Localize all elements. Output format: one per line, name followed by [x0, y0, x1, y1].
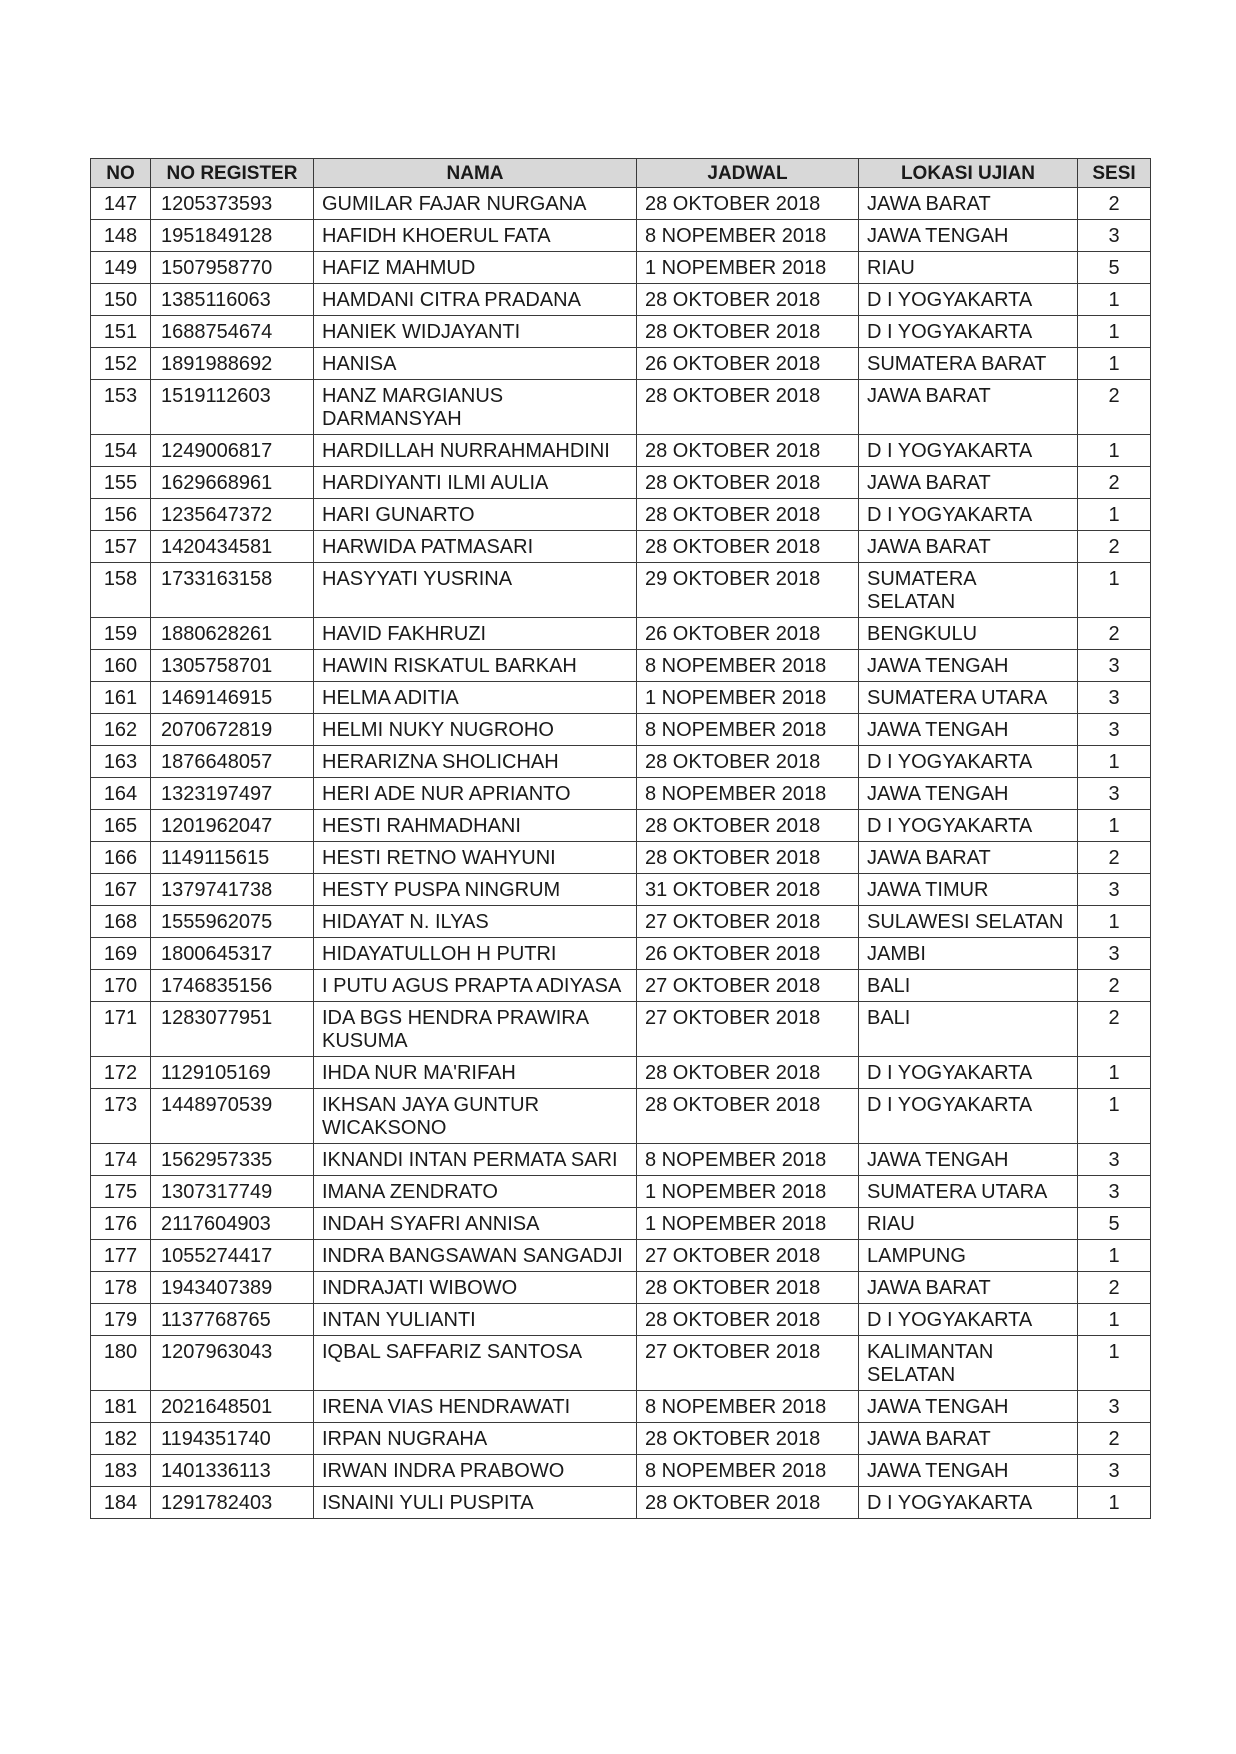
- cell-lokasi-ujian: JAWA TIMUR: [859, 874, 1078, 906]
- cell-lokasi-ujian: D I YOGYAKARTA: [859, 1487, 1078, 1519]
- cell-no-register: 1519112603: [151, 380, 314, 435]
- table-row: [91, 938, 1151, 970]
- cell-no: 180: [91, 1336, 151, 1391]
- cell-jadwal: 26 OKTOBER 2018: [637, 938, 859, 970]
- cell-lokasi-ujian: SUMATERA BARAT: [859, 348, 1078, 380]
- cell-lokasi-ujian: BALI: [859, 1002, 1078, 1057]
- cell-nama: HELMI NUKY NUGROHO: [314, 714, 637, 746]
- cell-nama: HANISA: [314, 348, 637, 380]
- cell-nama: ISNAINI YULI PUSPITA: [314, 1487, 637, 1519]
- cell-no: 154: [91, 435, 151, 467]
- cell-lokasi-ujian: KALIMANTAN SELATAN: [859, 1336, 1078, 1391]
- cell-nama: IDA BGS HENDRA PRAWIRA KUSUMA: [314, 1002, 637, 1057]
- cell-no: 155: [91, 467, 151, 499]
- cell-nama: I PUTU AGUS PRAPTA ADIYASA: [314, 970, 637, 1002]
- cell-jadwal: 29 OKTOBER 2018: [637, 563, 859, 618]
- table-row: [91, 682, 1151, 714]
- cell-nama: IRWAN INDRA PRABOWO: [314, 1455, 637, 1487]
- cell-nama: HAFIDH KHOERUL FATA: [314, 220, 637, 252]
- cell-no: 151: [91, 316, 151, 348]
- cell-no: 163: [91, 746, 151, 778]
- cell-lokasi-ujian: RIAU: [859, 252, 1078, 284]
- cell-no: 150: [91, 284, 151, 316]
- table-row: [91, 1487, 1151, 1519]
- cell-lokasi-ujian: JAMBI: [859, 938, 1078, 970]
- cell-jadwal: 28 OKTOBER 2018: [637, 842, 859, 874]
- cell-nama: HAMDANI CITRA PRADANA: [314, 284, 637, 316]
- cell-jadwal: 28 OKTOBER 2018: [637, 316, 859, 348]
- cell-lokasi-ujian: JAWA BARAT: [859, 1272, 1078, 1304]
- cell-no: 182: [91, 1423, 151, 1455]
- cell-no: 172: [91, 1057, 151, 1089]
- table-row: [91, 188, 1151, 220]
- cell-nama: HERARIZNA SHOLICHAH: [314, 746, 637, 778]
- table-row: [91, 1208, 1151, 1240]
- cell-no: 175: [91, 1176, 151, 1208]
- cell-jadwal: 27 OKTOBER 2018: [637, 1336, 859, 1391]
- header-no-register: NO REGISTER: [151, 159, 314, 188]
- cell-lokasi-ujian: JAWA TENGAH: [859, 1455, 1078, 1487]
- cell-jadwal: 1 NOPEMBER 2018: [637, 252, 859, 284]
- cell-jadwal: 1 NOPEMBER 2018: [637, 1208, 859, 1240]
- cell-jadwal: 28 OKTOBER 2018: [637, 499, 859, 531]
- cell-jadwal: 28 OKTOBER 2018: [637, 467, 859, 499]
- cell-no-register: 1307317749: [151, 1176, 314, 1208]
- cell-lokasi-ujian: JAWA BARAT: [859, 380, 1078, 435]
- cell-no: 171: [91, 1002, 151, 1057]
- cell-no-register: 1688754674: [151, 316, 314, 348]
- cell-no: 170: [91, 970, 151, 1002]
- cell-no: 179: [91, 1304, 151, 1336]
- cell-jadwal: 1 NOPEMBER 2018: [637, 682, 859, 714]
- cell-sesi: 2: [1078, 618, 1151, 650]
- cell-no-register: 1235647372: [151, 499, 314, 531]
- cell-no: 173: [91, 1089, 151, 1144]
- cell-no-register: 1283077951: [151, 1002, 314, 1057]
- cell-sesi: 1: [1078, 1304, 1151, 1336]
- participant-table: [90, 158, 1151, 1519]
- cell-no-register: 1205373593: [151, 188, 314, 220]
- cell-nama: HERI ADE NUR APRIANTO: [314, 778, 637, 810]
- cell-nama: IKNANDI INTAN PERMATA SARI: [314, 1144, 637, 1176]
- cell-sesi: 1: [1078, 1240, 1151, 1272]
- cell-sesi: 2: [1078, 380, 1151, 435]
- cell-jadwal: 28 OKTOBER 2018: [637, 1487, 859, 1519]
- cell-jadwal: 28 OKTOBER 2018: [637, 1272, 859, 1304]
- cell-no-register: 1469146915: [151, 682, 314, 714]
- cell-no-register: 1201962047: [151, 810, 314, 842]
- table-row: [91, 316, 1151, 348]
- cell-no: 166: [91, 842, 151, 874]
- cell-no-register: 1379741738: [151, 874, 314, 906]
- cell-nama: IKHSAN JAYA GUNTUR WICAKSONO: [314, 1089, 637, 1144]
- header-lokasi-ujian: LOKASI UJIAN: [859, 159, 1078, 188]
- cell-jadwal: 8 NOPEMBER 2018: [637, 1391, 859, 1423]
- cell-sesi: 2: [1078, 970, 1151, 1002]
- cell-jadwal: 31 OKTOBER 2018: [637, 874, 859, 906]
- cell-no-register: 1149115615: [151, 842, 314, 874]
- cell-jadwal: 27 OKTOBER 2018: [637, 1240, 859, 1272]
- cell-lokasi-ujian: D I YOGYAKARTA: [859, 1089, 1078, 1144]
- cell-nama: HESTI RAHMADHANI: [314, 810, 637, 842]
- cell-no-register: 1876648057: [151, 746, 314, 778]
- cell-no: 176: [91, 1208, 151, 1240]
- table-row: [91, 842, 1151, 874]
- cell-jadwal: 28 OKTOBER 2018: [637, 188, 859, 220]
- cell-no-register: 1291782403: [151, 1487, 314, 1519]
- cell-no: 162: [91, 714, 151, 746]
- cell-no: 156: [91, 499, 151, 531]
- cell-lokasi-ujian: D I YOGYAKARTA: [859, 1304, 1078, 1336]
- table-row: [91, 531, 1151, 563]
- table-row: [91, 970, 1151, 1002]
- cell-no: 167: [91, 874, 151, 906]
- table-row: [91, 563, 1151, 618]
- table-row: [91, 1336, 1151, 1391]
- cell-lokasi-ujian: JAWA BARAT: [859, 842, 1078, 874]
- table-row: [91, 1240, 1151, 1272]
- cell-jadwal: 28 OKTOBER 2018: [637, 435, 859, 467]
- cell-sesi: 3: [1078, 874, 1151, 906]
- cell-no: 183: [91, 1455, 151, 1487]
- table-row: [91, 1002, 1151, 1057]
- table-row: [91, 1455, 1151, 1487]
- cell-sesi: 1: [1078, 1089, 1151, 1144]
- cell-no: 149: [91, 252, 151, 284]
- cell-sesi: 1: [1078, 435, 1151, 467]
- cell-lokasi-ujian: D I YOGYAKARTA: [859, 746, 1078, 778]
- cell-no-register: 1194351740: [151, 1423, 314, 1455]
- cell-nama: IRENA VIAS HENDRAWATI: [314, 1391, 637, 1423]
- cell-lokasi-ujian: D I YOGYAKARTA: [859, 284, 1078, 316]
- cell-no-register: 1305758701: [151, 650, 314, 682]
- cell-no-register: 2021648501: [151, 1391, 314, 1423]
- table-row: [91, 906, 1151, 938]
- cell-jadwal: 28 OKTOBER 2018: [637, 1057, 859, 1089]
- cell-sesi: 1: [1078, 810, 1151, 842]
- cell-no: 158: [91, 563, 151, 618]
- cell-no-register: 1800645317: [151, 938, 314, 970]
- cell-no-register: 1323197497: [151, 778, 314, 810]
- header-no: NO: [91, 159, 151, 188]
- cell-no: 164: [91, 778, 151, 810]
- cell-no: 184: [91, 1487, 151, 1519]
- cell-no-register: 2070672819: [151, 714, 314, 746]
- table-row: [91, 467, 1151, 499]
- cell-jadwal: 8 NOPEMBER 2018: [637, 650, 859, 682]
- cell-sesi: 3: [1078, 1144, 1151, 1176]
- cell-no: 181: [91, 1391, 151, 1423]
- cell-sesi: 3: [1078, 650, 1151, 682]
- cell-no-register: 1880628261: [151, 618, 314, 650]
- cell-sesi: 3: [1078, 682, 1151, 714]
- cell-jadwal: 27 OKTOBER 2018: [637, 906, 859, 938]
- cell-no-register: 1733163158: [151, 563, 314, 618]
- cell-sesi: 1: [1078, 316, 1151, 348]
- cell-lokasi-ujian: SUMATERA UTARA: [859, 1176, 1078, 1208]
- table-row: [91, 1423, 1151, 1455]
- header-sesi: SESI: [1078, 159, 1151, 188]
- cell-no: 157: [91, 531, 151, 563]
- cell-nama: HELMA ADITIA: [314, 682, 637, 714]
- cell-no: 159: [91, 618, 151, 650]
- cell-no: 178: [91, 1272, 151, 1304]
- table-row: [91, 810, 1151, 842]
- table-row: [91, 874, 1151, 906]
- table-row: [91, 435, 1151, 467]
- cell-jadwal: 28 OKTOBER 2018: [637, 531, 859, 563]
- cell-sesi: 1: [1078, 1336, 1151, 1391]
- cell-sesi: 2: [1078, 842, 1151, 874]
- cell-nama: HASYYATI YUSRINA: [314, 563, 637, 618]
- cell-no-register: 1448970539: [151, 1089, 314, 1144]
- cell-sesi: 2: [1078, 1423, 1151, 1455]
- cell-sesi: 1: [1078, 1487, 1151, 1519]
- cell-lokasi-ujian: BENGKULU: [859, 618, 1078, 650]
- table-row: [91, 1304, 1151, 1336]
- cell-lokasi-ujian: JAWA BARAT: [859, 467, 1078, 499]
- cell-nama: HARDILLAH NURRAHMAHDINI: [314, 435, 637, 467]
- cell-jadwal: 28 OKTOBER 2018: [637, 284, 859, 316]
- cell-nama: HAVID FAKHRUZI: [314, 618, 637, 650]
- cell-nama: HIDAYAT N. ILYAS: [314, 906, 637, 938]
- cell-nama: HIDAYATULLOH H PUTRI: [314, 938, 637, 970]
- cell-no: 153: [91, 380, 151, 435]
- cell-jadwal: 28 OKTOBER 2018: [637, 1089, 859, 1144]
- cell-lokasi-ujian: JAWA TENGAH: [859, 778, 1078, 810]
- cell-no-register: 1562957335: [151, 1144, 314, 1176]
- cell-nama: HANZ MARGIANUS DARMANSYAH: [314, 380, 637, 435]
- cell-jadwal: 28 OKTOBER 2018: [637, 1304, 859, 1336]
- table-row: [91, 380, 1151, 435]
- table-row: [91, 348, 1151, 380]
- cell-lokasi-ujian: SULAWESI SELATAN: [859, 906, 1078, 938]
- cell-sesi: 1: [1078, 906, 1151, 938]
- cell-sesi: 5: [1078, 252, 1151, 284]
- cell-no: 161: [91, 682, 151, 714]
- cell-sesi: 3: [1078, 938, 1151, 970]
- cell-no: 168: [91, 906, 151, 938]
- cell-no-register: 1129105169: [151, 1057, 314, 1089]
- cell-no-register: 1401336113: [151, 1455, 314, 1487]
- cell-jadwal: 8 NOPEMBER 2018: [637, 220, 859, 252]
- cell-lokasi-ujian: D I YOGYAKARTA: [859, 810, 1078, 842]
- cell-sesi: 2: [1078, 188, 1151, 220]
- cell-sesi: 2: [1078, 531, 1151, 563]
- cell-nama: IMANA ZENDRATO: [314, 1176, 637, 1208]
- cell-lokasi-ujian: D I YOGYAKARTA: [859, 435, 1078, 467]
- header-jadwal: JADWAL: [637, 159, 859, 188]
- cell-lokasi-ujian: RIAU: [859, 1208, 1078, 1240]
- cell-nama: HESTI RETNO WAHYUNI: [314, 842, 637, 874]
- cell-jadwal: 28 OKTOBER 2018: [637, 1423, 859, 1455]
- cell-no-register: 1207963043: [151, 1336, 314, 1391]
- cell-nama: HAWIN RISKATUL BARKAH: [314, 650, 637, 682]
- table-body: [91, 188, 1151, 1519]
- cell-jadwal: 8 NOPEMBER 2018: [637, 1455, 859, 1487]
- cell-jadwal: 8 NOPEMBER 2018: [637, 1144, 859, 1176]
- cell-no-register: 1951849128: [151, 220, 314, 252]
- cell-no-register: 1746835156: [151, 970, 314, 1002]
- table-row: [91, 1272, 1151, 1304]
- cell-no: 165: [91, 810, 151, 842]
- cell-nama: HARWIDA PATMASARI: [314, 531, 637, 563]
- cell-nama: HARDIYANTI ILMI AULIA: [314, 467, 637, 499]
- cell-lokasi-ujian: JAWA TENGAH: [859, 220, 1078, 252]
- cell-sesi: 3: [1078, 778, 1151, 810]
- cell-jadwal: 28 OKTOBER 2018: [637, 810, 859, 842]
- cell-sesi: 2: [1078, 1272, 1151, 1304]
- cell-no-register: 1055274417: [151, 1240, 314, 1272]
- cell-lokasi-ujian: D I YOGYAKARTA: [859, 1057, 1078, 1089]
- table-row: [91, 1089, 1151, 1144]
- cell-no-register: 1507958770: [151, 252, 314, 284]
- cell-jadwal: 26 OKTOBER 2018: [637, 348, 859, 380]
- cell-jadwal: 26 OKTOBER 2018: [637, 618, 859, 650]
- table-row: [91, 650, 1151, 682]
- cell-sesi: 1: [1078, 1057, 1151, 1089]
- cell-sesi: 3: [1078, 220, 1151, 252]
- cell-lokasi-ujian: BALI: [859, 970, 1078, 1002]
- cell-sesi: 5: [1078, 1208, 1151, 1240]
- table-row: [91, 1391, 1151, 1423]
- cell-no: 169: [91, 938, 151, 970]
- cell-nama: HAFIZ MAHMUD: [314, 252, 637, 284]
- table-row: [91, 499, 1151, 531]
- cell-sesi: 1: [1078, 499, 1151, 531]
- cell-no-register: 1629668961: [151, 467, 314, 499]
- cell-no-register: 1555962075: [151, 906, 314, 938]
- cell-no-register: 1943407389: [151, 1272, 314, 1304]
- cell-lokasi-ujian: SUMATERA SELATAN: [859, 563, 1078, 618]
- cell-no: 160: [91, 650, 151, 682]
- cell-no: 147: [91, 188, 151, 220]
- cell-sesi: 2: [1078, 1002, 1151, 1057]
- table-row: [91, 714, 1151, 746]
- cell-lokasi-ujian: JAWA TENGAH: [859, 650, 1078, 682]
- cell-lokasi-ujian: SUMATERA UTARA: [859, 682, 1078, 714]
- cell-sesi: 3: [1078, 714, 1151, 746]
- cell-nama: INDRA BANGSAWAN SANGADJI: [314, 1240, 637, 1272]
- cell-lokasi-ujian: D I YOGYAKARTA: [859, 499, 1078, 531]
- cell-sesi: 3: [1078, 1176, 1151, 1208]
- cell-sesi: 3: [1078, 1391, 1151, 1423]
- cell-jadwal: 8 NOPEMBER 2018: [637, 778, 859, 810]
- cell-no-register: 1137768765: [151, 1304, 314, 1336]
- table-row: [91, 220, 1151, 252]
- cell-nama: INDAH SYAFRI ANNISA: [314, 1208, 637, 1240]
- cell-no: 152: [91, 348, 151, 380]
- cell-sesi: 1: [1078, 746, 1151, 778]
- table-row: [91, 1176, 1151, 1208]
- cell-nama: GUMILAR FAJAR NURGANA: [314, 188, 637, 220]
- table-row: [91, 284, 1151, 316]
- cell-no-register: 1249006817: [151, 435, 314, 467]
- header-nama: NAMA: [314, 159, 637, 188]
- cell-nama: HANIEK WIDJAYANTI: [314, 316, 637, 348]
- cell-lokasi-ujian: JAWA BARAT: [859, 188, 1078, 220]
- table-row: [91, 778, 1151, 810]
- table-row: [91, 1144, 1151, 1176]
- cell-jadwal: 8 NOPEMBER 2018: [637, 714, 859, 746]
- cell-jadwal: 27 OKTOBER 2018: [637, 970, 859, 1002]
- cell-nama: IRPAN NUGRAHA: [314, 1423, 637, 1455]
- cell-no: 148: [91, 220, 151, 252]
- cell-sesi: 1: [1078, 284, 1151, 316]
- cell-lokasi-ujian: D I YOGYAKARTA: [859, 316, 1078, 348]
- cell-jadwal: 28 OKTOBER 2018: [637, 746, 859, 778]
- cell-nama: IHDA NUR MA'RIFAH: [314, 1057, 637, 1089]
- cell-jadwal: 27 OKTOBER 2018: [637, 1002, 859, 1057]
- cell-jadwal: 1 NOPEMBER 2018: [637, 1176, 859, 1208]
- table-row: [91, 252, 1151, 284]
- cell-no-register: 2117604903: [151, 1208, 314, 1240]
- cell-lokasi-ujian: JAWA TENGAH: [859, 1144, 1078, 1176]
- table-row: [91, 1057, 1151, 1089]
- cell-nama: INDRAJATI WIBOWO: [314, 1272, 637, 1304]
- cell-lokasi-ujian: JAWA TENGAH: [859, 714, 1078, 746]
- cell-nama: HARI GUNARTO: [314, 499, 637, 531]
- cell-jadwal: 28 OKTOBER 2018: [637, 380, 859, 435]
- cell-lokasi-ujian: LAMPUNG: [859, 1240, 1078, 1272]
- cell-no-register: 1891988692: [151, 348, 314, 380]
- cell-nama: HESTY PUSPA NINGRUM: [314, 874, 637, 906]
- table-row: [91, 746, 1151, 778]
- cell-lokasi-ujian: JAWA BARAT: [859, 531, 1078, 563]
- cell-lokasi-ujian: JAWA TENGAH: [859, 1391, 1078, 1423]
- cell-sesi: 3: [1078, 1455, 1151, 1487]
- cell-sesi: 1: [1078, 563, 1151, 618]
- table-row: [91, 618, 1151, 650]
- cell-sesi: 1: [1078, 348, 1151, 380]
- cell-lokasi-ujian: JAWA BARAT: [859, 1423, 1078, 1455]
- cell-no-register: 1420434581: [151, 531, 314, 563]
- cell-sesi: 2: [1078, 467, 1151, 499]
- cell-no: 177: [91, 1240, 151, 1272]
- cell-no: 174: [91, 1144, 151, 1176]
- cell-no-register: 1385116063: [151, 284, 314, 316]
- table-header-row: [91, 159, 1151, 188]
- cell-nama: INTAN YULIANTI: [314, 1304, 637, 1336]
- cell-nama: IQBAL SAFFARIZ SANTOSA: [314, 1336, 637, 1391]
